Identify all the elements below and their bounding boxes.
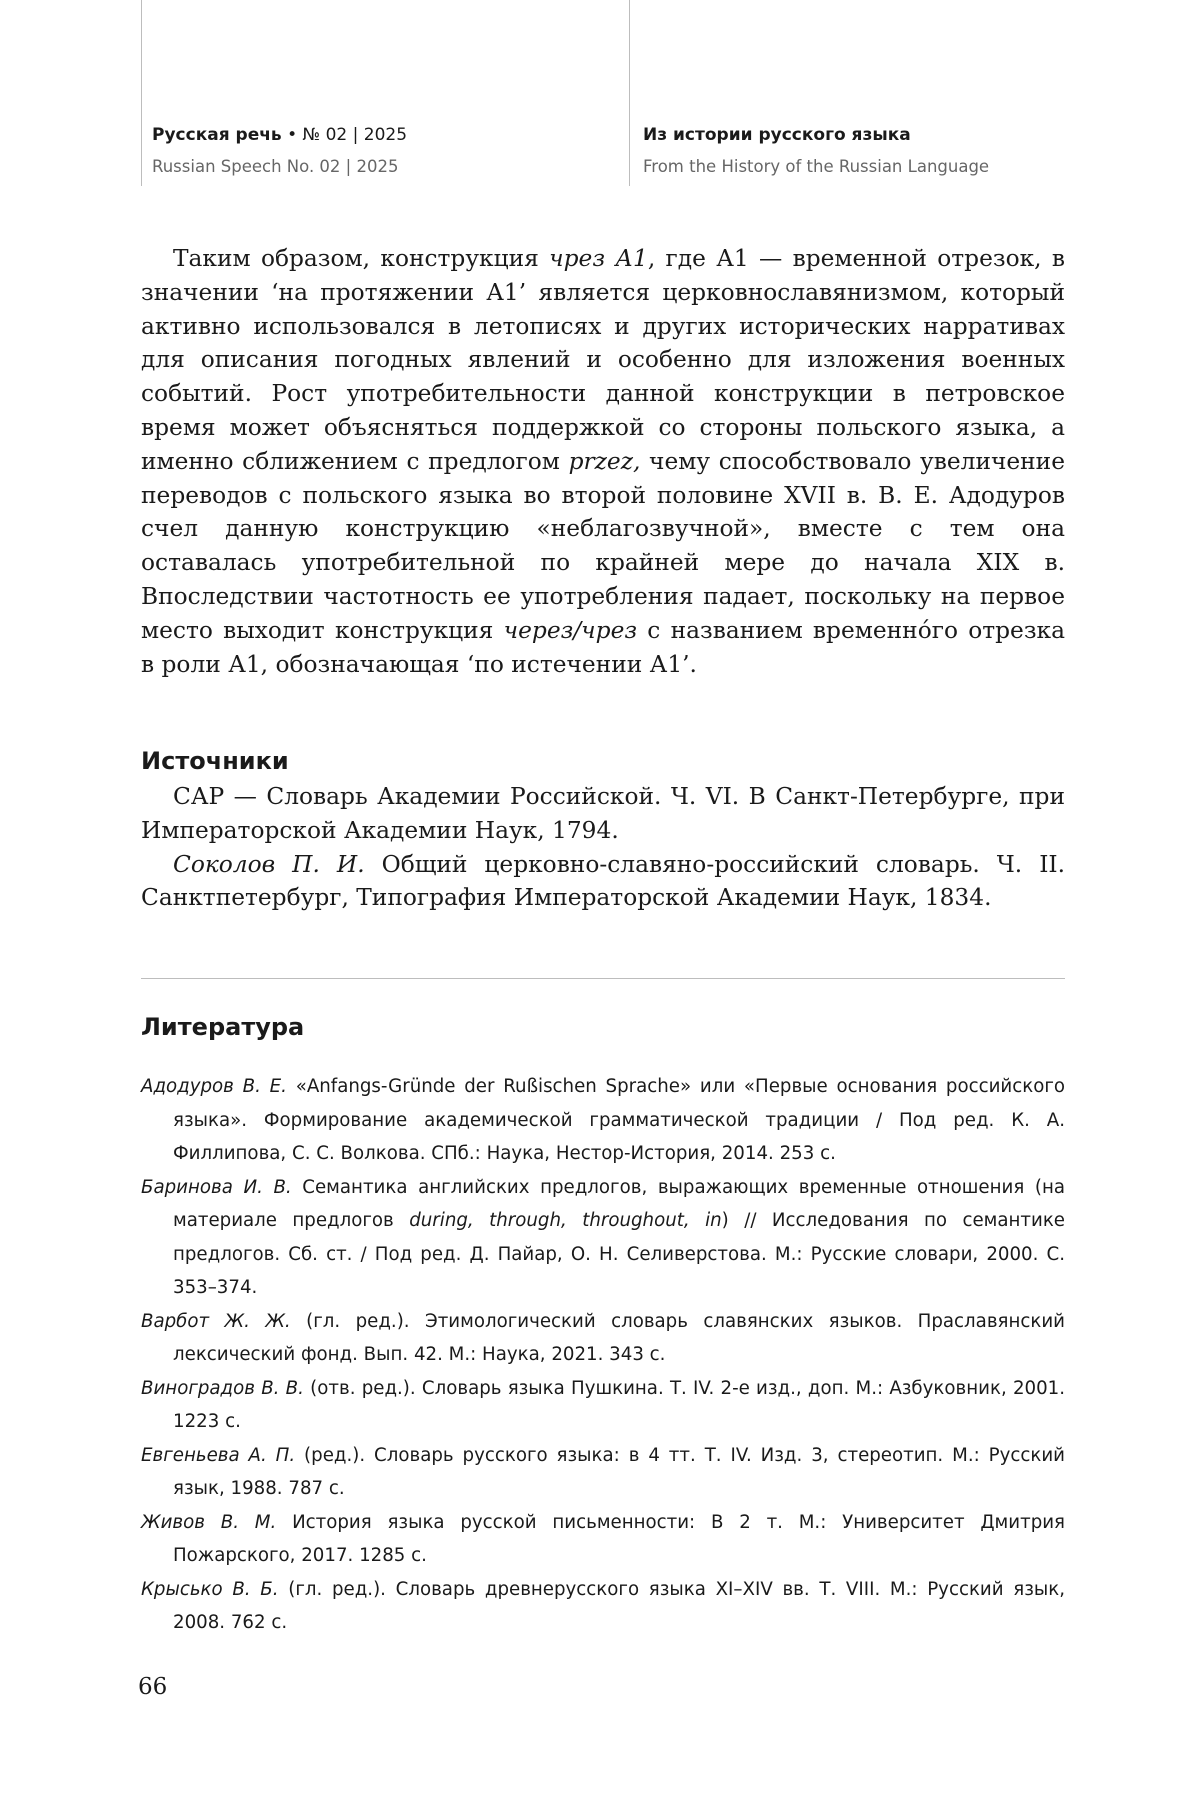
page-number: 66 [138,1674,168,1700]
section-divider [141,978,1065,979]
header-divider-middle [629,0,630,186]
references-list [141,1070,1065,1640]
literature-heading: Литература [141,1013,305,1041]
journal-title-en: Russian Speech No. 02 | 2025 [152,157,399,176]
source-item: Соколов П. И. Общий церковно-славяно-российский словарь. Ч. II. Санктпетербург, Типография Императорской Академии Наук, 1834. [141,850,1065,912]
section-title-en: From the History of the Russian Language [643,157,990,176]
reference-item: Баринова И. В. Семантика английских предлогов, выражающих временные отношения (на материале предлогов during, through, throughout, in) // Исследования по семантике предлогов. Сб. ст. / Под ред. Д. Пайар, О. Н. Селиверстова. М.: Русские словари, 2000. С. 353–374. [141,1176,1065,1298]
reference-item: Виноградов В. В. (отв. ред.). Словарь языка Пушкина. Т. IV. 2-е изд., доп. М.: Азбуковник, 2001. 1223 с. [141,1377,1066,1432]
source-item: САР — Словарь Академии Российской. Ч. VI. В Санкт-Петербурге, при Императорской Академии Наук, 1794. [141,783,1065,844]
reference-item: Крысько В. Б. (гл. ред.). Словарь древнерусского языка XI–XIV вв. Т. VIII. М.: Русский язык, 2008. 762 с. [141,1578,1065,1633]
sources-list [141,780,1065,915]
reference-item: Евгеньева А. П. (ред.). Словарь русского языка: в 4 тт. Т. IV. Изд. 3, стереотип. М.: Русский язык, 1988. 787 с. [141,1444,1065,1499]
journal-title-ru: Русская речь • № 02 | 2025 [152,125,408,145]
header-divider-left [141,0,142,186]
running-header-journal [152,124,407,178]
reference-item: Живов В. М. История языка русской письменности: В 2 т. М.: Университет Дмитрия Пожарского, 2017. 1285 с. [141,1511,1065,1566]
running-header-section [643,124,989,178]
reference-item: Варбот Ж. Ж. (гл. ред.). Этимологический словарь славянских языков. Праславянский лексический фонд. Вып. 42. М.: Наука, 2021. 343 с. [141,1310,1065,1365]
body-paragraph: Таким образом, конструкция чрез А1, где А1 — временной отрезок, в значении ‘на протяжении А1’ является церковнославянизмом, который активно использовался в летописях и других исторических нарративах для описания погодных явлений и особенно для изложения военных событий. Рост употребительности данной конструкции в петровское время может объясняться поддержкой со стороны польского языка, а именно сближением с предлогом przez, чему способствовало увеличение переводов с польского языка во второй половине XVII в. В. Е. Адодуров счел данную конструкцию «неблагозвучной», вместе с тем она оставалась употребительной по крайней мере до начала XIX в. Впоследствии частотность ее употребления падает, поскольку на первое место выходит конструкция через/чрез с названием временно́го отрезка в роли А1, обозначающая ‘по истечении А1’. [141,245,1065,678]
sources-heading: Источники [141,747,289,775]
reference-item: Адодуров В. Е. «Anfangs-Gründe der Rußischen Sprache» или «Первые основания российского языка». Формирование академической грамматической традиции / Под ред. К. А. Филлипова, С. С. Волкова. СПб.: Наука, Нестор-История, 2014. 253 с. [141,1076,1066,1164]
main-text [141,242,1065,681]
section-title-ru: Из истории русского языка [643,125,911,145]
